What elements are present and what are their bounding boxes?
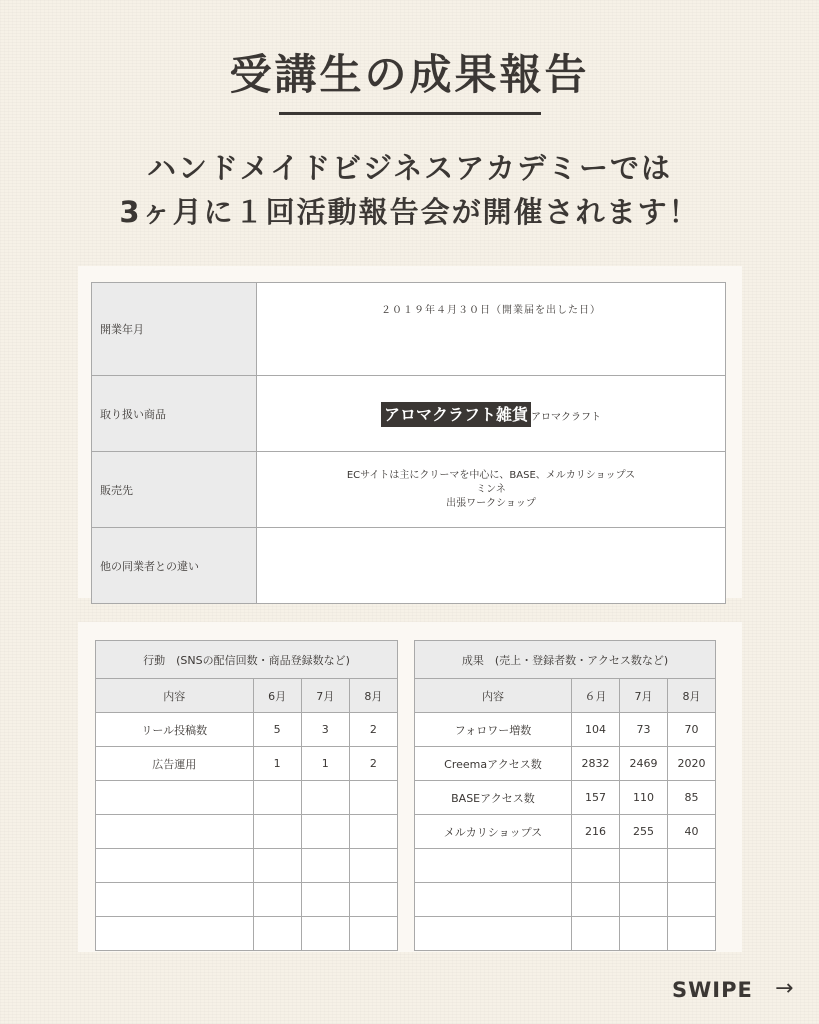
table-row <box>92 376 726 452</box>
table-row <box>96 815 398 849</box>
table-row <box>415 713 716 747</box>
table-cell: 1 <box>301 747 349 781</box>
table-cell: 104 <box>571 713 619 747</box>
table-cell <box>349 917 397 951</box>
column-header: 8月 <box>349 679 397 713</box>
arrow-right-icon[interactable]: → <box>775 976 794 1001</box>
table-cell <box>301 849 349 883</box>
table-cell <box>301 883 349 917</box>
subtitle-line-1: ハンドメイドビジネスアカデミーでは <box>147 151 672 185</box>
table-cell: 2832 <box>571 747 619 781</box>
table-cell <box>96 849 254 883</box>
table-row <box>96 713 398 747</box>
table-cell <box>253 781 301 815</box>
table-cell <box>571 849 619 883</box>
table-cell <box>619 917 667 951</box>
table-row <box>415 883 716 917</box>
sales-line: ECサイトは主にクリーマを中心に、BASE、メルカリショップス <box>346 469 636 481</box>
table-cell <box>415 849 572 883</box>
column-header-row <box>96 679 398 713</box>
table-cell: 70 <box>667 713 715 747</box>
products-highlight: アロマクラフト雑貨 <box>381 402 531 427</box>
table-row <box>92 528 726 604</box>
table-cell: 2 <box>349 747 397 781</box>
table-cell: メルカリショップス <box>415 815 572 849</box>
table-row <box>415 815 716 849</box>
table-cell <box>349 883 397 917</box>
table-row <box>92 452 726 528</box>
sales-line: 出張ワークショップ <box>446 497 536 509</box>
table-cell: 85 <box>667 781 715 815</box>
table-row <box>96 781 398 815</box>
table-cell: 3 <box>301 713 349 747</box>
products-note: アロマクラフト <box>531 412 601 423</box>
business-info-table <box>91 282 726 604</box>
column-header-row <box>415 679 716 713</box>
column-header: 7月 <box>619 679 667 713</box>
products-label: 取り扱い商品 <box>92 376 257 452</box>
table-cell: フォロワー増数 <box>415 713 572 747</box>
table-row <box>415 917 716 951</box>
actions-table <box>95 640 398 951</box>
table-cell: 73 <box>619 713 667 747</box>
table-row <box>92 283 726 376</box>
table-cell <box>253 849 301 883</box>
table-cell <box>349 849 397 883</box>
table-cell: リール投稿数 <box>96 713 254 747</box>
table-cell <box>301 917 349 951</box>
table-cell: 110 <box>619 781 667 815</box>
subtitle-line-2: 3ヶ月に１回活動報告会が開催されます！ <box>119 195 700 229</box>
table-row <box>415 781 716 815</box>
table-cell <box>96 917 254 951</box>
table-cell: BASEアクセス数 <box>415 781 572 815</box>
table-cell <box>253 883 301 917</box>
table-cell <box>667 917 715 951</box>
differentiation-label: 他の同業者との違い <box>92 528 257 604</box>
table-row <box>96 883 398 917</box>
table-cell <box>619 883 667 917</box>
table-row <box>415 849 716 883</box>
table-cell <box>301 815 349 849</box>
differentiation-value <box>257 528 726 604</box>
column-header: 8月 <box>667 679 715 713</box>
table-cell: 5 <box>253 713 301 747</box>
column-header: 内容 <box>415 679 572 713</box>
table-cell <box>571 917 619 951</box>
column-header: 6月 <box>253 679 301 713</box>
results-table-title: 成果 (売上・登録者数・アクセス数など) <box>415 641 716 679</box>
swipe-label[interactable]: SWIPE <box>672 978 753 1002</box>
column-header: 内容 <box>96 679 254 713</box>
table-cell <box>619 849 667 883</box>
results-table <box>414 640 716 951</box>
table-cell <box>415 883 572 917</box>
products-value <box>257 376 726 452</box>
table-cell: 255 <box>619 815 667 849</box>
sales-channels-label: 販売先 <box>92 452 257 528</box>
table-cell: 40 <box>667 815 715 849</box>
table-cell: 広告運用 <box>96 747 254 781</box>
table-cell: 216 <box>571 815 619 849</box>
table-row <box>415 747 716 781</box>
table-cell <box>349 815 397 849</box>
table-cell <box>96 883 254 917</box>
open-date-label: 開業年月 <box>92 283 257 376</box>
table-cell <box>253 815 301 849</box>
title-underline <box>279 112 541 115</box>
table-row <box>96 747 398 781</box>
table-cell: 1 <box>253 747 301 781</box>
column-header: 7月 <box>301 679 349 713</box>
table-cell: 2 <box>349 713 397 747</box>
table-cell <box>415 917 572 951</box>
table-row <box>96 849 398 883</box>
open-date-value: ２０１９年４月３０日（開業届を出した日） <box>257 283 726 376</box>
table-cell: 2469 <box>619 747 667 781</box>
table-row <box>96 917 398 951</box>
table-cell <box>349 781 397 815</box>
column-header: ６月 <box>571 679 619 713</box>
table-cell <box>96 781 254 815</box>
sales-line: ミンネ <box>476 483 506 495</box>
table-cell: 2020 <box>667 747 715 781</box>
table-cell: Creemaアクセス数 <box>415 747 572 781</box>
actions-table-title: 行動 (SNSの配信回数・商品登録数など) <box>96 641 398 679</box>
sales-channels-value <box>257 452 726 528</box>
table-cell <box>667 849 715 883</box>
page-title: 受講生の成果報告 <box>229 50 590 99</box>
table-cell <box>301 781 349 815</box>
table-cell: 157 <box>571 781 619 815</box>
table-cell <box>253 917 301 951</box>
table-cell <box>667 883 715 917</box>
table-cell <box>96 815 254 849</box>
table-cell <box>571 883 619 917</box>
